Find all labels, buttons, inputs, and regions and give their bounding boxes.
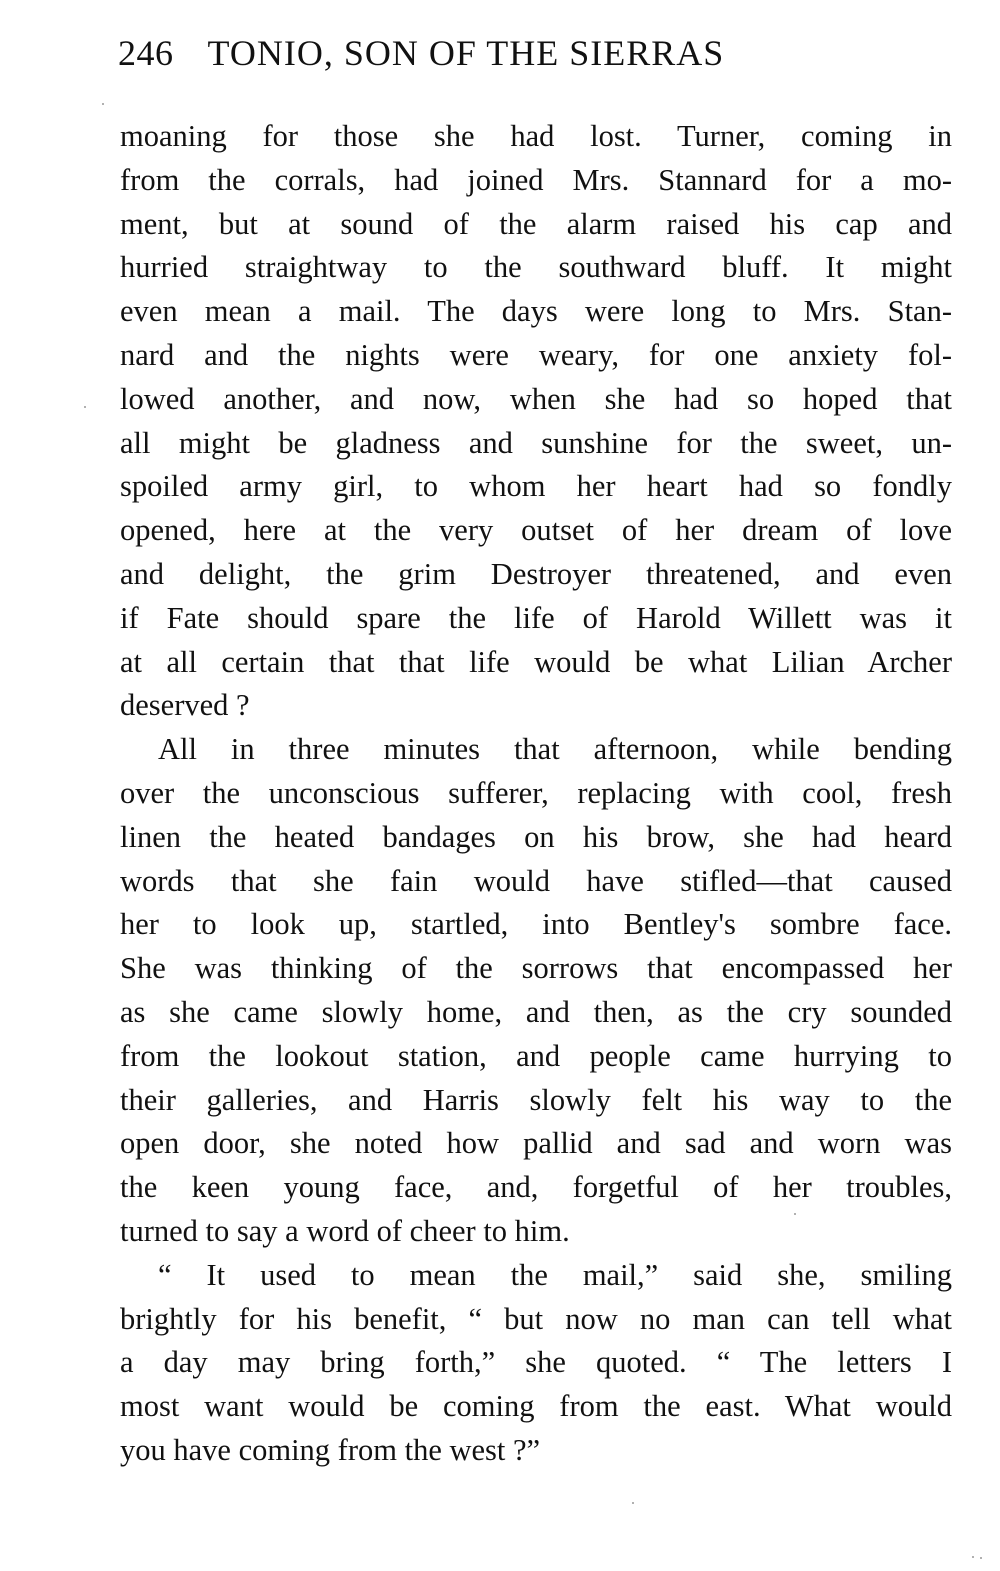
text-line: most want would be coming from the east. What would	[120, 1389, 952, 1424]
text-line: brightly for his benefit, “ but now no man can tell what	[120, 1301, 952, 1336]
running-header	[118, 28, 888, 78]
text-line: linen the heated bandages on his brow, she had heard	[120, 819, 952, 854]
text-line: opened, here at the very outset of her dream of love	[120, 513, 952, 548]
text-line: from the lookout station, and people came hurrying to	[120, 1038, 952, 1073]
text-line: turned to say a word of cheer to him.	[120, 1213, 570, 1248]
text-line: the keen young face, and, forgetful of her troubles,	[120, 1170, 952, 1205]
text-line: She was thinking of the sorrows that encompassed her	[120, 951, 952, 986]
text-line: all might be gladness and sunshine for the sweet, un-	[120, 425, 952, 460]
text-line: a day may bring forth,” she quoted. “ The letters I	[120, 1345, 952, 1380]
paragraph-3	[120, 1254, 952, 1473]
paragraph-2	[120, 728, 952, 1254]
text-line: “ It used to mean the mail,” said she, smiling	[158, 1257, 952, 1292]
text-line: ment, but at sound of the alarm raised his cap and	[120, 206, 952, 241]
text-line: their galleries, and Harris slowly felt his way to the	[120, 1082, 952, 1117]
scan-speck	[102, 103, 104, 105]
text-line: her to look up, startled, into Bentley's sombre face.	[120, 907, 952, 942]
text-line: spoiled army girl, to whom her heart had so fondly	[120, 469, 952, 504]
scan-speck	[980, 1557, 982, 1559]
text-line: nard and the nights were weary, for one anxiety fol-	[120, 337, 952, 372]
text-line: deserved ?	[120, 688, 250, 723]
text-line: words that she fain would have stifled—that caused	[120, 863, 952, 898]
text-line: moaning for those she had lost. Turner, coming in	[120, 119, 952, 153]
page-number: 246	[118, 33, 174, 73]
running-title: TONIO, SON OF THE SIERRAS	[207, 33, 725, 73]
text-line: from the corrals, had joined Mrs. Stannard for a mo-	[120, 162, 952, 197]
text-line: at all certain that that life would be what Lilian Archer	[120, 644, 952, 679]
text-line: hurried straightway to the southward bluff. It might	[120, 250, 952, 285]
scan-speck	[84, 406, 86, 408]
body-text	[120, 115, 952, 1473]
text-line: you have coming from the west ?”	[120, 1432, 541, 1467]
scan-speck	[632, 1502, 634, 1504]
text-line: as she came slowly home, and then, as the cry sounded	[120, 994, 952, 1029]
text-line: All in three minutes that afternoon, while bending	[158, 732, 952, 767]
scan-speck	[794, 1213, 796, 1215]
text-line: lowed another, and now, when she had so hoped that	[120, 381, 952, 416]
scan-speck	[972, 1556, 974, 1558]
text-line: over the unconscious sufferer, replacing with cool, fresh	[120, 775, 952, 810]
text-line: if Fate should spare the life of Harold Willett was it	[120, 600, 952, 635]
text-line: and delight, the grim Destroyer threatened, and even	[120, 556, 952, 591]
paragraph-1	[120, 115, 952, 728]
text-line: open door, she noted how pallid and sad and worn was	[120, 1126, 952, 1161]
text-line: even mean a mail. The days were long to Mrs. Stan-	[120, 294, 952, 329]
